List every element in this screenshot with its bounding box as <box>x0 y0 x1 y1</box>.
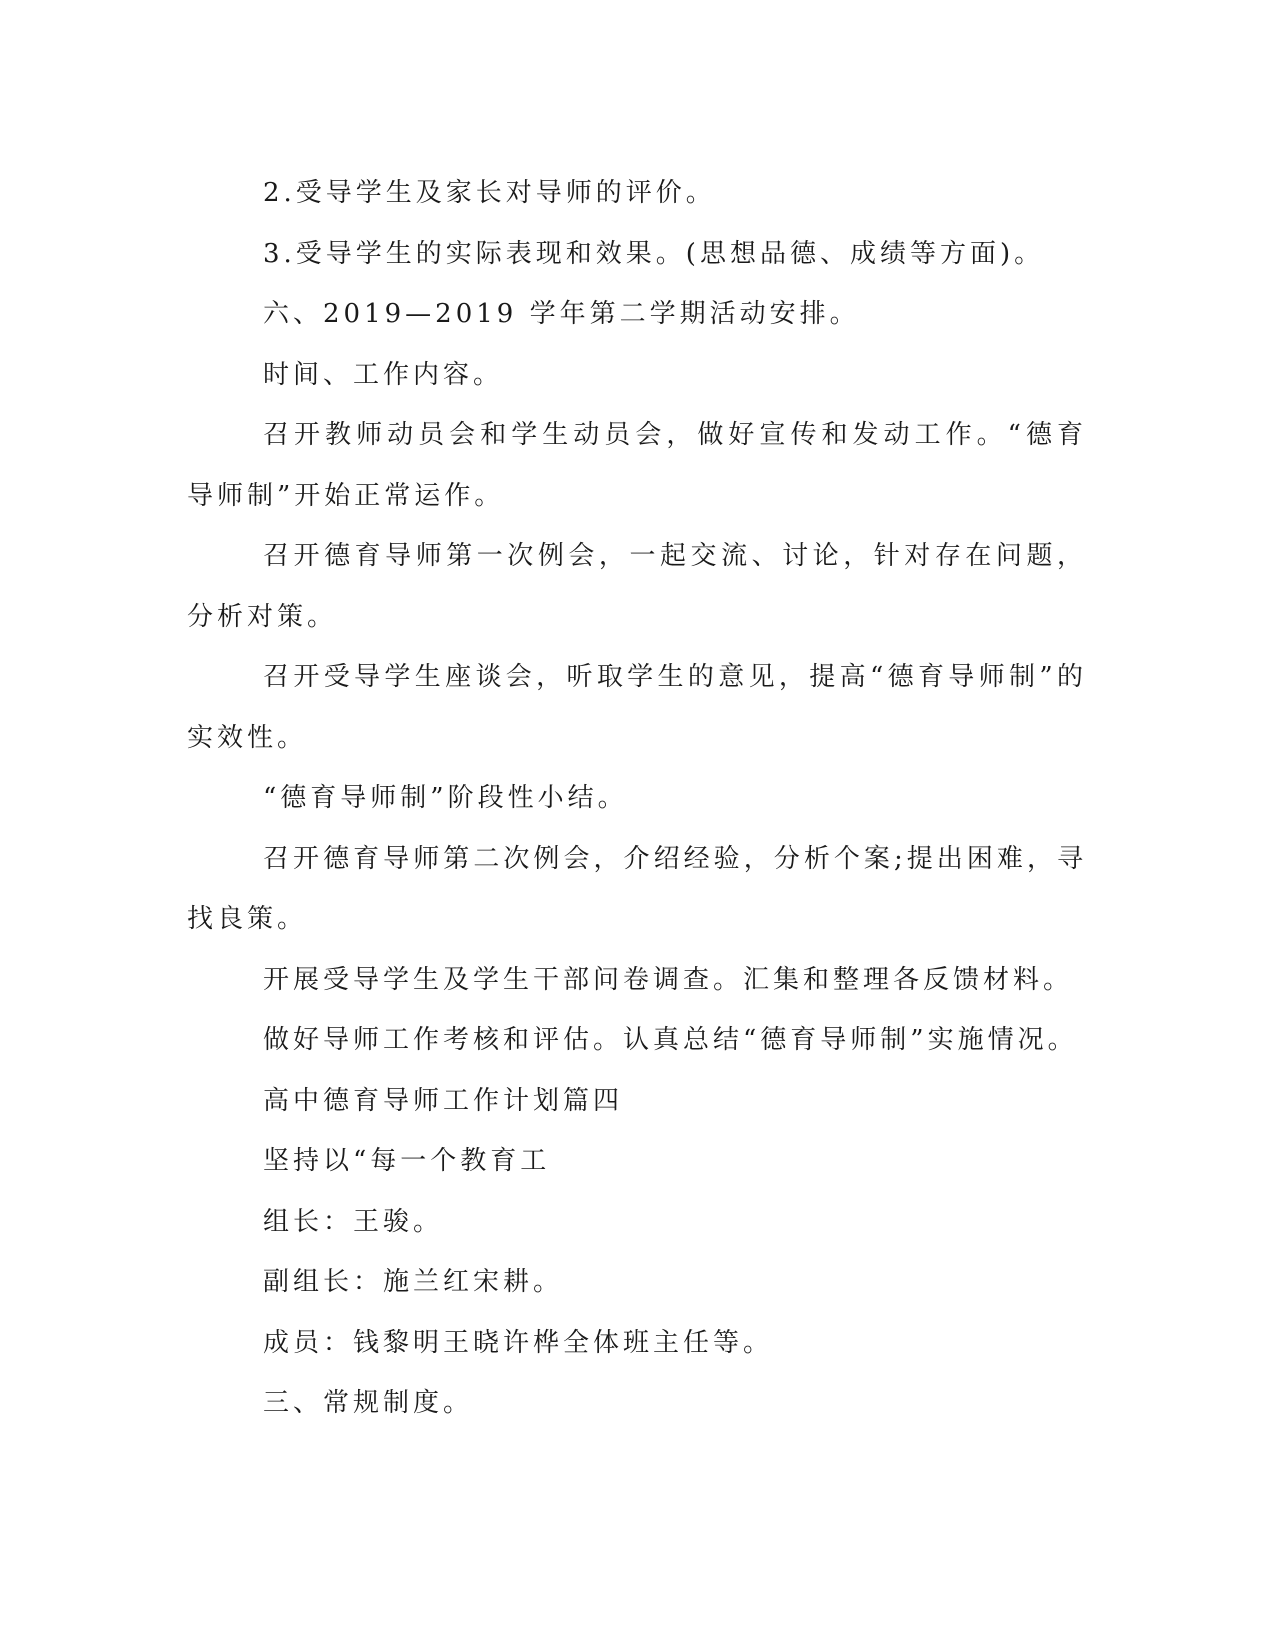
paragraph-evaluation-by-students-parents: 2.受导学生及家长对导师的评价。 <box>263 178 716 208</box>
paragraph-assessment: 做好导师工作考核和评估。认真总结“德育导师制”实施情况。 <box>263 1025 1078 1055</box>
paragraph-members: 成员：钱黎明王晓许桦全体班主任等。 <box>263 1327 774 1358</box>
paragraph-questionnaire: 开展受导学生及学生干部问卷调查。汇集和整理各反馈材料。 <box>263 964 1074 995</box>
section-heading-regular-system: 三、常规制度。 <box>263 1388 474 1418</box>
section-heading-plan-part-four: 高中德育导师工作计划篇四 <box>263 1085 624 1116</box>
paragraph-student-symposium: 召开受导学生座谈会，听取学生的意见，提高“德育导师制”的实效性。 <box>187 662 1087 753</box>
section-heading-activity-schedule: 六、2019—2019 学年第二学期活动安排。 <box>263 299 860 329</box>
paragraph-stage-summary: “德育导师制”阶段性小结。 <box>263 783 628 813</box>
document-body <box>187 163 1087 1434</box>
paragraph-time-work-content: 时间、工作内容。 <box>263 359 504 390</box>
paragraph-guiding-principle: 坚持以“每一个教育工 <box>263 1146 551 1176</box>
paragraph-deputy-leaders: 副组长：施兰红宋耕。 <box>263 1267 564 1297</box>
paragraph-mobilization-meeting: 召开教师动员会和学生动员会，做好宣传和发动工作。“德育导师制”开始正常运作。 <box>187 420 1087 511</box>
paragraph-team-leader: 组长：王骏。 <box>263 1206 444 1237</box>
paragraph-second-regular-meeting: 召开德育导师第二次例会，介绍经验，分析个案;提出困难，寻找良策。 <box>187 843 1087 934</box>
paragraph-student-performance: 3.受导学生的实际表现和效果。(思想品德、成绩等方面)。 <box>263 238 1045 269</box>
paragraph-first-regular-meeting: 召开德育导师第一次例会，一起交流、讨论，针对存在问题，分析对策。 <box>187 541 1087 632</box>
